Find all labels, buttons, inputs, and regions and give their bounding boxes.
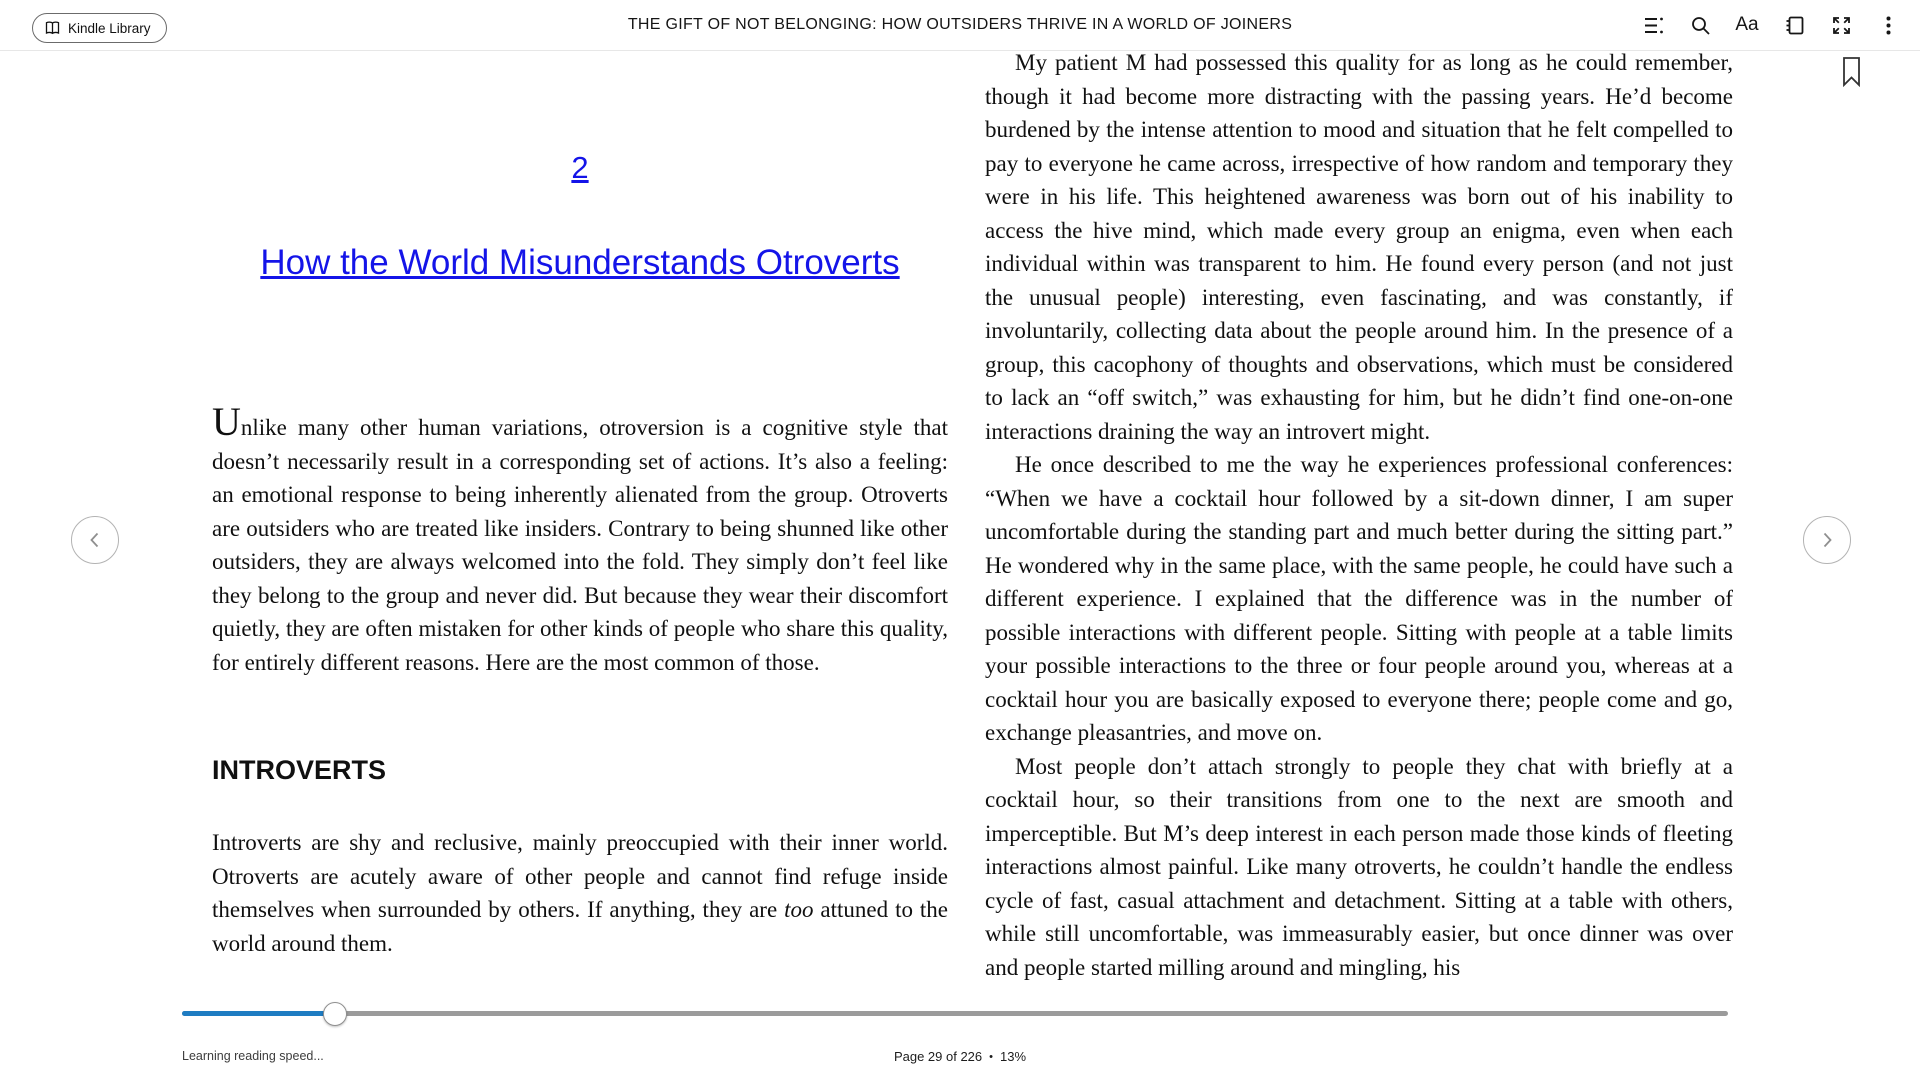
page-label: Page 29 of 226 [893,1049,983,1064]
introverts-text-post: attuned to the world around them. [212,897,948,956]
toolbar-icons [1641,0,1900,50]
kindle-library-button[interactable] [32,13,167,43]
introverts-paragraph [212,826,948,960]
kindle-library-label: Kindle Library [68,20,151,36]
right-page [985,46,1733,998]
chapter-title-link[interactable]: How the World Misunderstands Otroverts [260,243,900,282]
next-page-button[interactable] [1803,516,1851,564]
chevron-left-icon [85,530,105,550]
kebab-menu-icon [1877,14,1900,37]
bookmark-icon [1842,56,1861,87]
chapter-number-row [212,150,948,186]
previous-page-button[interactable] [71,516,119,564]
fullscreen-button[interactable] [1829,13,1853,37]
progress-percent: 13% [1000,1049,1027,1064]
open-book-icon [44,20,61,36]
slider-thumb[interactable] [323,1002,347,1026]
reading-speed-status: Learning reading speed... [182,1049,324,1063]
display-settings-button[interactable] [1735,13,1759,37]
notebook-panel-button[interactable] [1782,13,1806,37]
body-paragraph: My patient M had possessed this quality for as long as he could remember, though it had become more distracting with the passing years. He’d become burdened by the intense attention to mood and situation that he felt compelled to pay to everyone he came across, irrespective of how random and temporary they were in his life. This heightened awareness was born out of his inability to access the hive mind, which made every group an enigma, even when each individual within was transparent to him. He found every person (and not just the unusual people) interesting, even fascinating, and was constantly, if involuntarily, collecting data about the people around him. In the presence of a group, this cacophony of thoughts and observations, which must be considered to lack an “off switch,” was exhausting for him, but he didn’t find one-on-one interactions draining the way an introvert might. [985,50,1733,444]
page-info [0,1049,1920,1064]
dot-separator: • [989,1051,994,1063]
search-button[interactable] [1688,13,1712,37]
introverts-text-pre: Introverts are shy and reclusive, mainly preoccupied with their inner world. Otroverts are acutely aware of other people and cannot find refuge inside themselves when surrounded by others. If anything, they are [212,830,948,922]
more-options-button[interactable] [1876,13,1900,37]
body-paragraph: Most people don’t attach strongly to people they chat with briefly at a cocktail hour, so their transitions from one to the next are smooth and imperceptible. But M’s deep interest in each person made those kinds of fleeting interactions almost painful. Like many otroverts, he couldn’t handle the endless cycle of fast, casual attachment and detachment. Sitting at a table with others, while still uncomfortable, was immeasurably easier, but once dinner was over and people started milling around and mingling, his [985,753,1733,980]
body-paragraph: He once described to me the way he experiences professional conferences: “When we have a cocktail hour followed by a sit-down dinner, I am super uncomfortable during the standing part and much better during the sitting part.” He wondered why in the same place, with the same people, he could have such a different experience. I explained that the difference was in the number of possible interactions with different people. Sitting with people at a table limits your possible interactions to the three or four people around you, whereas at a cocktail hour you are basically exposed to everyone there; people come and go, exchange pleasantries, and move on. [985,452,1733,745]
search-icon [1689,14,1712,37]
side-panel-icon [1783,14,1806,37]
opening-paragraph: Unlike many other human variations, otroversion is a cognitive style that doesn’t necessarily result in a corresponding set of actions. It’s also a feeling: an emotional response to being inherently alienated from the group. Otroverts are outsiders who are treated like insiders. Contrary to being shunned like other outsiders, they are always welcomed into the fold. They simply don’t feel like they belong to the group and never did. But because they wear their discomfort quietly, they are often mistaken for other kinds of people who share this quality, for entirely different reasons. Here are the most common of those. [212,399,948,675]
slider-fill [182,1011,334,1016]
fullscreen-expand-icon [1830,14,1853,37]
left-page [212,0,948,1000]
chapter-title-row [212,243,948,283]
reading-progress-slider[interactable] [182,1011,1728,1016]
book-title: THE GIFT OF NOT BELONGING: HOW OUTSIDERS THRIVE IN A WORLD OF JOINERS [627,16,1293,33]
chevron-right-icon [1817,530,1837,550]
introverts-text-italic: too [784,897,814,922]
section-heading: INTROVERTS [212,755,387,785]
bookmark-button[interactable] [1842,56,1861,87]
table-of-contents-button[interactable] [1641,13,1665,37]
toc-list-icon [1642,14,1665,37]
font-settings-icon: Aa [1735,14,1759,35]
chapter-number-link[interactable]: 2 [571,150,589,185]
